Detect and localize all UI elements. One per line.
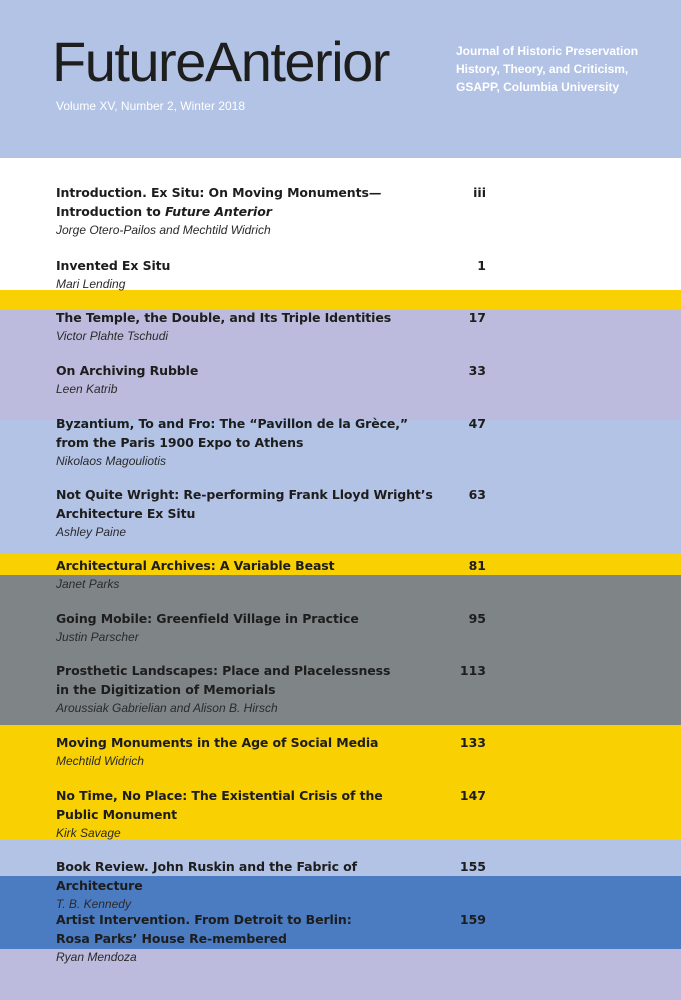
entry-page-number: 81 (468, 558, 486, 573)
entry-page-number: 17 (468, 310, 486, 325)
entry-page-number: 113 (459, 663, 486, 678)
entry-author: Kirk Savage (56, 826, 121, 840)
toc-entry-byzantium[interactable] (56, 414, 486, 470)
entry-title: Prosthetic Landscapes: Place and Placelessness in the Digitization of Memorials (56, 663, 391, 697)
entry-page-number: 95 (468, 611, 486, 626)
entry-author: Ryan Mendoza (56, 950, 137, 964)
toc-entry-architectural-archives[interactable] (56, 556, 486, 593)
entry-author: T. B. Kennedy (56, 897, 131, 911)
entry-page-number: 33 (468, 363, 486, 378)
entry-author: Aroussiak Gabrielian and Alison B. Hirsch (56, 701, 278, 715)
entry-title: No Time, No Place: The Existential Crisis of the Public Monument (56, 788, 383, 822)
entry-page-number: 63 (468, 487, 486, 502)
entry-author: Victor Plahte Tschudi (56, 329, 169, 343)
toc-entry-book-review[interactable] (56, 857, 486, 913)
entry-author: Mari Lending (56, 277, 126, 291)
entry-page-number: 147 (459, 788, 486, 803)
entry-page-number: 159 (459, 912, 486, 927)
publisher-line: GSAPP, Columbia University (456, 80, 620, 94)
publisher-info (456, 42, 638, 96)
entry-title: The Temple, the Double, and Its Triple Identities (56, 310, 392, 325)
entry-page-number: 1 (477, 258, 486, 273)
entry-author: Ashley Paine (56, 525, 127, 539)
entry-author: Jorge Otero-Pailos and Mechtild Widrich (56, 223, 271, 237)
entry-title: Introduction. Ex Situ: On Moving Monuments— Introduction to Future Anterior (56, 185, 382, 219)
toc-entry-prosthetic-landscapes[interactable] (56, 661, 486, 717)
entry-title: Going Mobile: Greenfield Village in Practice (56, 611, 359, 626)
publisher-line: History, Theory, and Criticism, (456, 62, 629, 76)
entry-title: Invented Ex Situ (56, 258, 171, 273)
toc-entry-temple-double[interactable] (56, 308, 486, 345)
entry-title: On Archiving Rubble (56, 363, 199, 378)
toc-entry-moving-monuments-social-media[interactable] (56, 733, 486, 770)
entry-title: Moving Monuments in the Age of Social Media (56, 735, 379, 750)
entry-title: Artist Intervention. From Detroit to Berlin: Rosa Parks’ House Re-membered (56, 912, 352, 946)
entry-author: Mechtild Widrich (56, 754, 144, 768)
toc-entry-archiving-rubble[interactable] (56, 361, 486, 398)
masthead (0, 0, 681, 158)
band-yellow (0, 290, 681, 310)
toc-entry-invented-ex-situ[interactable] (56, 256, 486, 293)
entry-title: Byzantium, To and Fro: The “Pavillon de la Grèce,” from the Paris 1900 Expo to Athens (56, 416, 409, 450)
entry-page-number: 47 (468, 416, 486, 431)
entry-title: Architectural Archives: A Variable Beast (56, 558, 335, 573)
toc-entry-going-mobile[interactable] (56, 609, 486, 646)
entry-title: Book Review. John Ruskin and the Fabric of Architecture (56, 859, 357, 893)
publisher-line: Journal of Historic Preservation (456, 44, 639, 58)
entry-page-number: iii (473, 185, 486, 200)
entry-author: Nikolaos Magouliotis (56, 454, 167, 468)
entry-author: Justin Parscher (56, 630, 139, 644)
entry-page-number: 133 (459, 735, 486, 750)
toc-entry-not-quite-wright[interactable] (56, 485, 486, 541)
toc-entry-introduction[interactable] (56, 183, 486, 239)
entry-author: Leen Katrib (56, 382, 118, 396)
entry-page-number: 155 (459, 859, 486, 874)
toc-entry-no-time-no-place[interactable] (56, 786, 486, 842)
issue-info: Volume XV, Number 2, Winter 2018 (56, 99, 245, 113)
entry-title: Not Quite Wright: Re-performing Frank Lloyd Wright’s Architecture Ex Situ (56, 487, 433, 521)
toc-entry-artist-intervention[interactable] (56, 910, 486, 966)
journal-title: FutureAnterior (52, 30, 389, 93)
entry-author: Janet Parks (56, 577, 120, 591)
